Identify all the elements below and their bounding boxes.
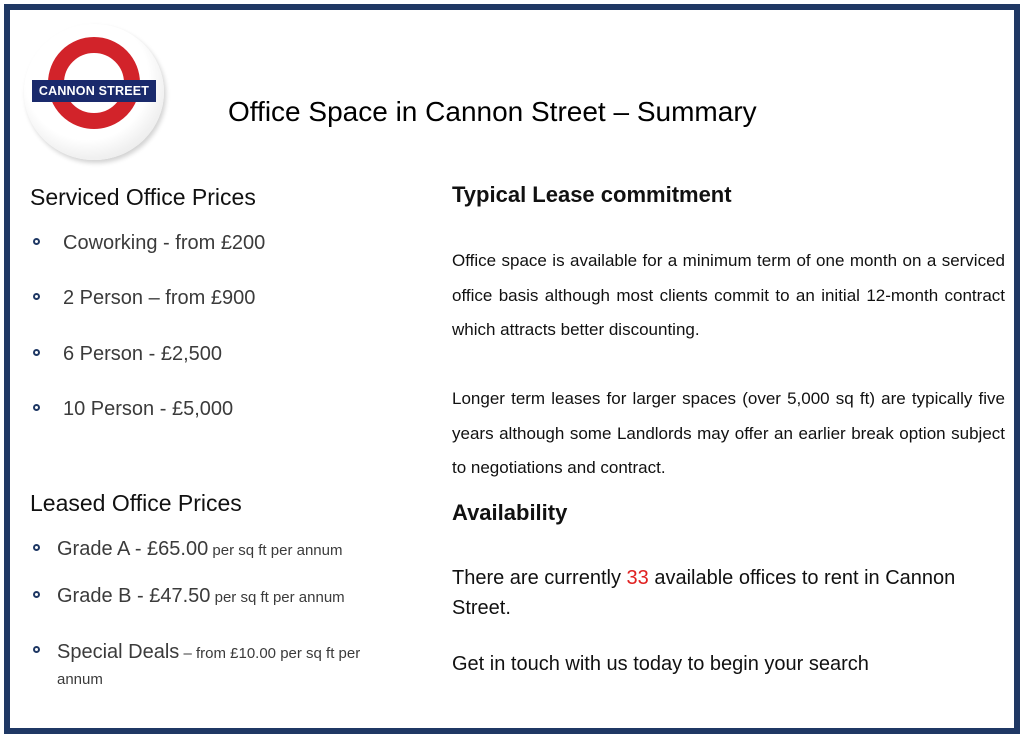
bullet-icon bbox=[33, 544, 40, 551]
serviced-item-label: 10 Person - £5,000 bbox=[63, 398, 234, 420]
serviced-item-label: Coworking - from £200 bbox=[63, 232, 266, 254]
bullet-icon bbox=[33, 404, 40, 411]
leased-item-unit: per sq ft per annum bbox=[210, 589, 345, 606]
lease-commitment-paragraph: Longer term leases for larger spaces (over 5,000 sq ft) are typically five years although some Landlords may offer an earlier break option subject to negotiations and contract. bbox=[452, 389, 1005, 477]
bullet-icon bbox=[33, 591, 40, 598]
availability-text-after: available offices to rent in Cannon Street. bbox=[452, 567, 956, 619]
contact-cta: Get in touch with us today to begin your search bbox=[452, 653, 869, 675]
lease-commitment-paragraph: Office space is available for a minimum term of one month on a serviced office basis although most clients commit to an initial 12-month contract which attracts better discounting. bbox=[452, 251, 1005, 339]
roundel-bar-label: CANNON STREET bbox=[32, 80, 156, 102]
lease-commitment-heading: Typical Lease commitment bbox=[452, 182, 732, 207]
availability-text bbox=[452, 563, 992, 623]
serviced-item-label: 6 Person - £2,500 bbox=[63, 343, 222, 365]
leased-item-unit: – from £10.00 per sq ft per annum bbox=[57, 645, 361, 688]
office-count: 33 bbox=[626, 567, 649, 589]
availability-heading: Availability bbox=[452, 500, 568, 525]
availability-text-before: There are currently bbox=[452, 567, 627, 589]
serviced-heading: Serviced Office Prices bbox=[30, 184, 256, 210]
page-title: Office Space in Cannon Street – Summary bbox=[228, 96, 757, 127]
serviced-item-label: 2 Person – from £900 bbox=[63, 287, 256, 309]
leased-item-label: Grade B - £47.50 bbox=[57, 585, 211, 607]
bullet-icon bbox=[33, 293, 40, 300]
bullet-icon bbox=[33, 349, 40, 356]
leased-heading: Leased Office Prices bbox=[30, 490, 242, 516]
bullet-icon bbox=[33, 646, 40, 653]
leased-item-label: Grade A - £65.00 bbox=[57, 538, 209, 560]
leased-item-label: Special Deals bbox=[57, 641, 180, 663]
leased-item-unit: per sq ft per annum bbox=[208, 542, 343, 559]
bullet-icon bbox=[33, 238, 40, 245]
